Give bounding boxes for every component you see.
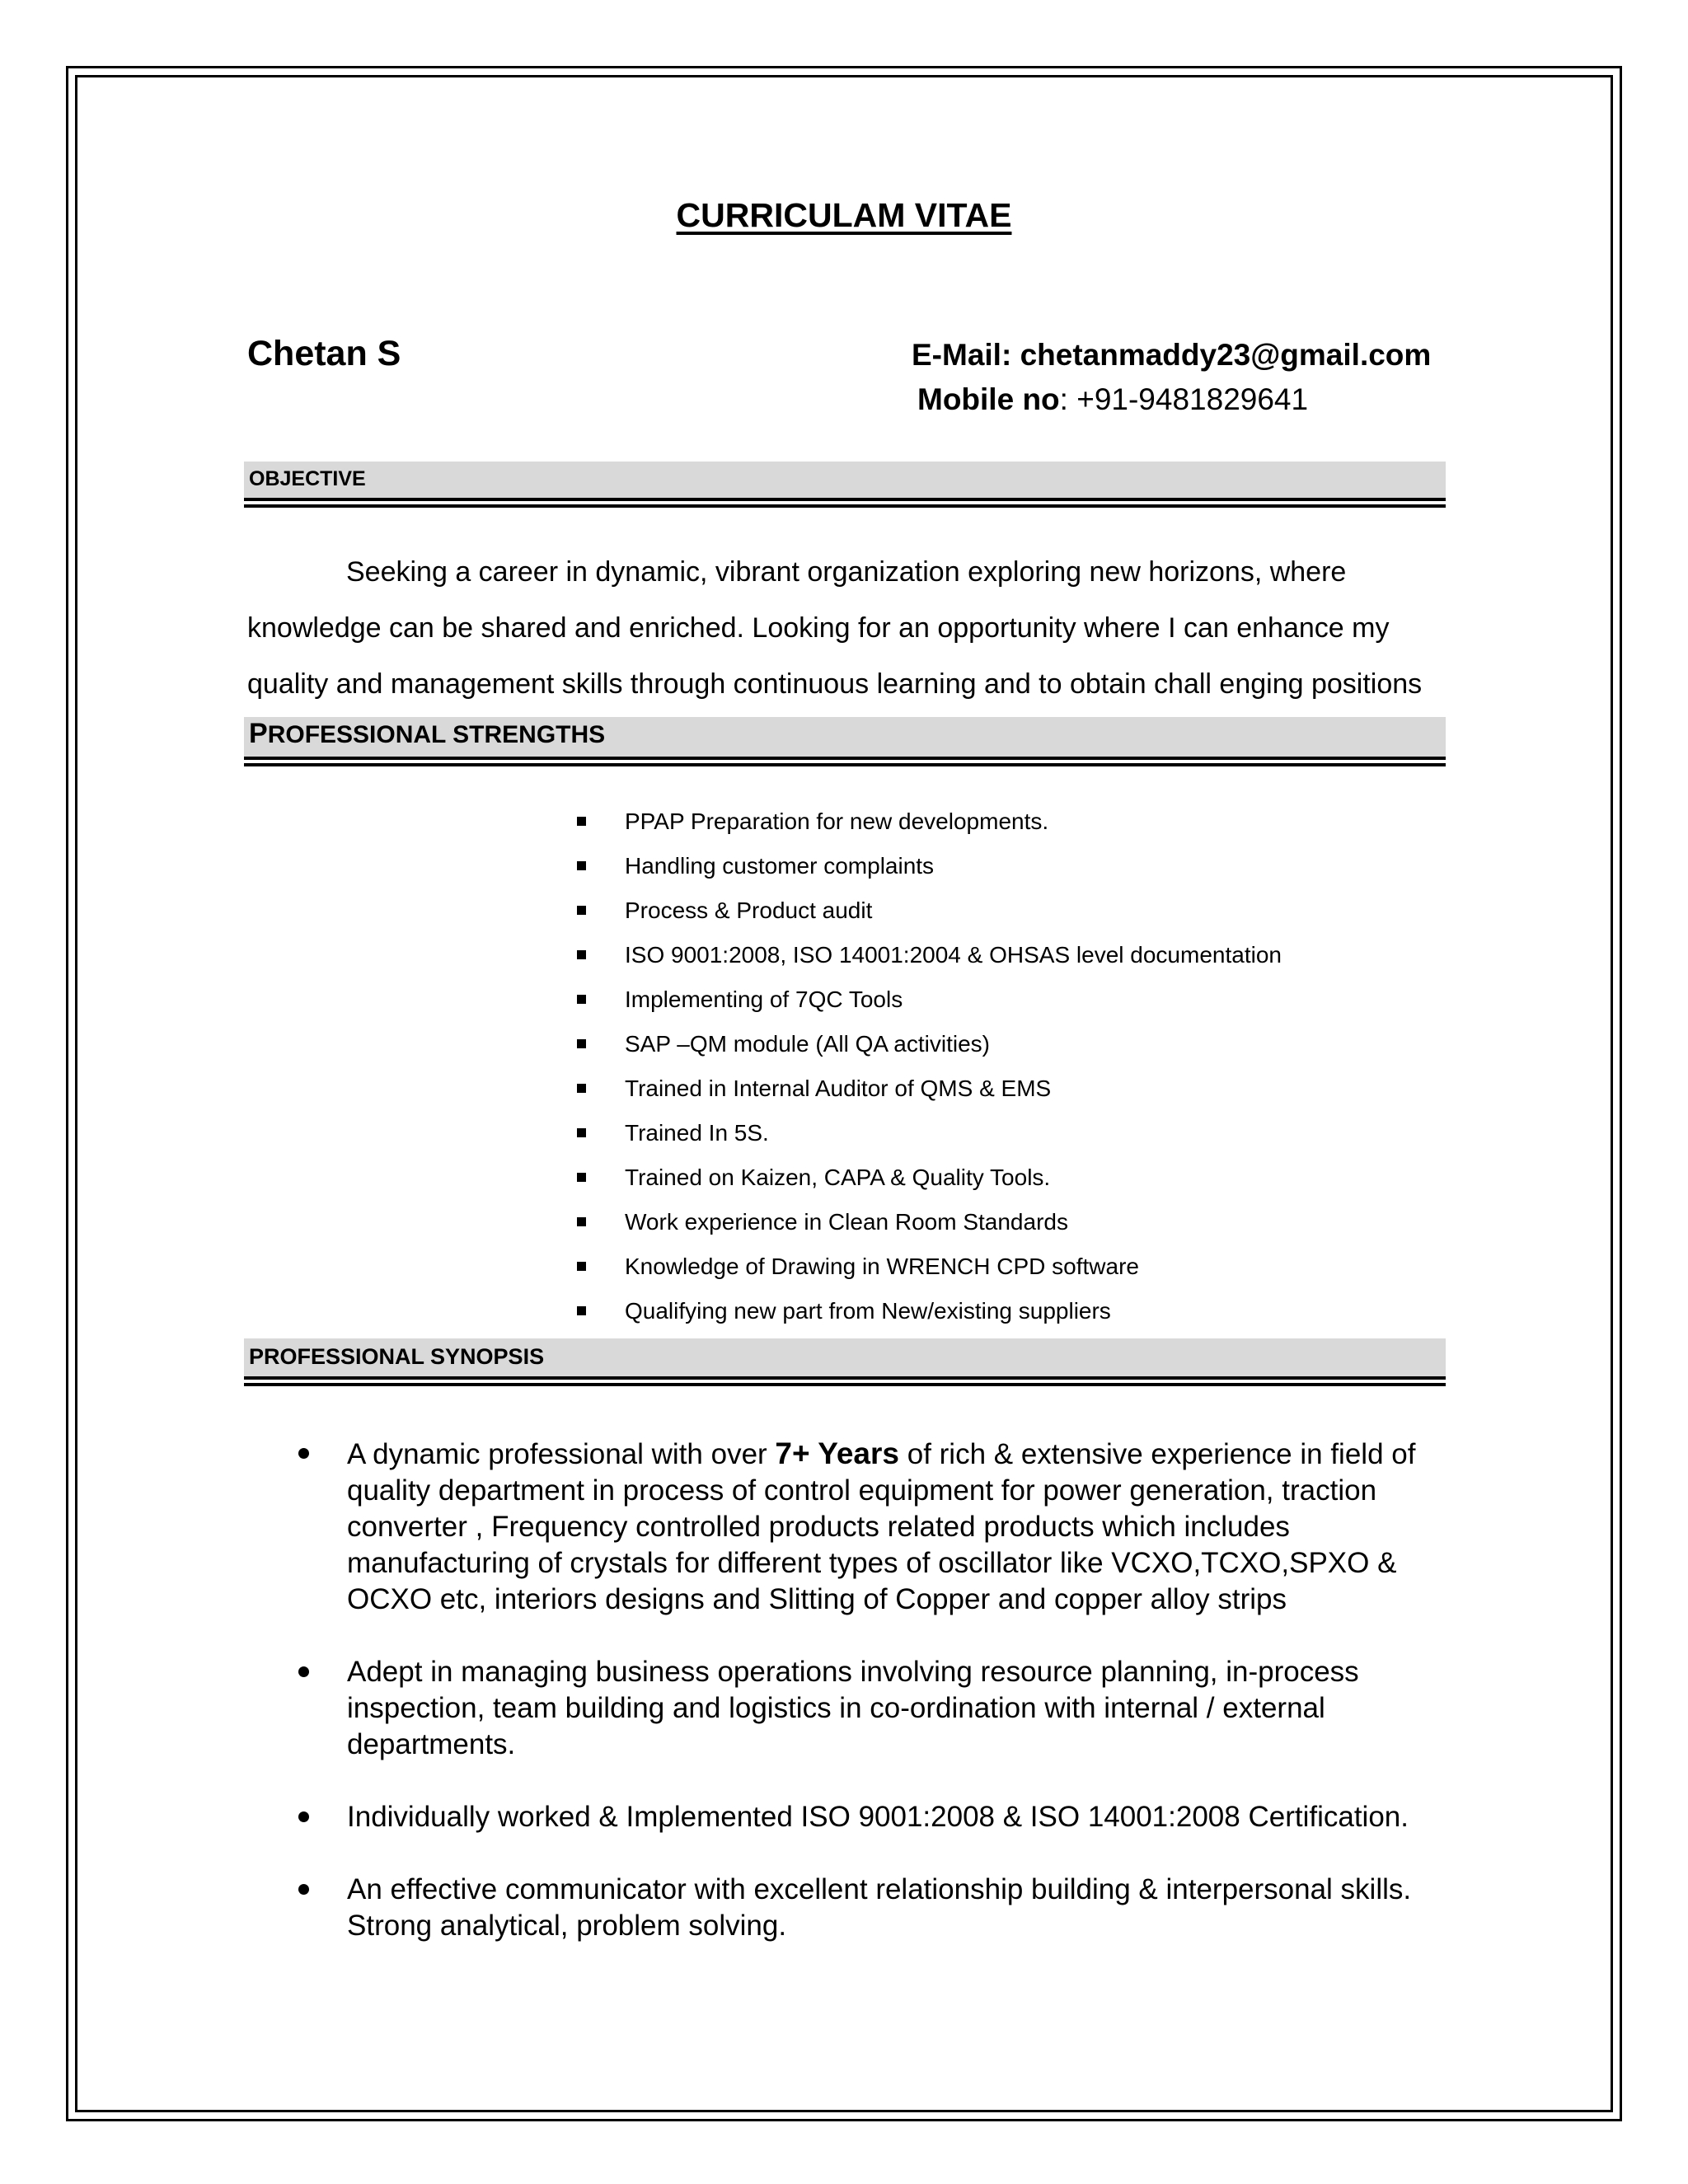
strength-text: Trained In 5S. <box>625 1120 769 1146</box>
synopsis-text: An effective communicator with excellent relationship building & interpersonal skills. Strong analytical, problem solving. <box>347 1873 1412 1942</box>
email-label: E-Mail: <box>912 338 1012 372</box>
strength-text: Handling customer complaints <box>625 853 935 879</box>
objective-line: quality and management skills through continuous learning and to obtain chall enging positions <box>247 668 1423 700</box>
section-title-strengths <box>249 718 605 750</box>
square-bullet-icon <box>577 995 586 1004</box>
list-item <box>569 1200 1282 1244</box>
round-bullet-icon <box>298 1811 309 1822</box>
objective-paragraph <box>247 544 1434 712</box>
square-bullet-icon <box>577 1128 586 1137</box>
square-bullet-icon <box>577 1217 586 1226</box>
section-header-synopsis <box>244 1338 1446 1380</box>
list-item <box>569 933 1282 977</box>
list-item <box>247 1436 1451 1618</box>
section-header-objective <box>244 462 1446 501</box>
square-bullet-icon <box>577 1173 586 1182</box>
list-item <box>569 799 1282 844</box>
list-item <box>569 844 1282 888</box>
list-item <box>569 1066 1282 1111</box>
list-item <box>569 1289 1282 1333</box>
square-bullet-icon <box>577 817 586 826</box>
strength-text: SAP –QM module (All QA activities) <box>625 1031 990 1057</box>
strength-text: Work experience in Clean Room Standards <box>625 1209 1068 1235</box>
square-bullet-icon <box>577 1039 586 1048</box>
list-item <box>569 1244 1282 1289</box>
list-item <box>247 1799 1451 1835</box>
document-title: CURRICULAM VITAE <box>676 196 1012 234</box>
round-bullet-icon <box>298 1666 309 1677</box>
synopsis-list <box>247 1436 1451 1980</box>
list-item <box>569 888 1282 933</box>
strength-text: ISO 9001:2008, ISO 14001:2004 & OHSAS level documentation <box>625 942 1282 968</box>
round-bullet-icon <box>298 1448 309 1459</box>
strength-text: PPAP Preparation for new developments. <box>625 808 1049 834</box>
square-bullet-icon <box>577 861 586 870</box>
objective-line: knowledge can be shared and enriched. Looking for an opportunity where I can enhance my <box>247 612 1390 644</box>
synopsis-text: Individually worked & Implemented ISO 9001:2008 & ISO 14001:2008 Certification. <box>347 1801 1409 1833</box>
list-item <box>569 1111 1282 1155</box>
experience-years: 7+ Years <box>775 1436 899 1470</box>
synopsis-text-end: of rich & extensive experience in field of quality department in process of control equipment for power generation, traction converter , Frequency controlled products related products which includes manufacturing of crystals for different types of oscillator like VCXO,TCXO,SPXO & OCXO etc, interiors designs and Slitting of Copper and copper alloy strips <box>347 1438 1416 1615</box>
contact-email <box>912 338 1431 373</box>
synopsis-text-start: A dynamic professional with over <box>347 1438 776 1470</box>
strength-text: Process & Product audit <box>625 898 873 923</box>
square-bullet-icon <box>577 1262 586 1271</box>
round-bullet-icon <box>298 1884 309 1895</box>
section-title-rest: ROFESSIONAL STRENGTHS <box>267 721 606 748</box>
section-title-initial: P <box>249 718 268 749</box>
strength-text: Trained in Internal Auditor of QMS & EMS <box>625 1076 1052 1101</box>
strengths-list <box>569 799 1282 1333</box>
list-item <box>247 1654 1451 1763</box>
section-title-synopsis: PROFESSIONAL SYNOPSIS <box>249 1344 545 1369</box>
list-item <box>569 1155 1282 1200</box>
strength-text: Knowledge of Drawing in WRENCH CPD software <box>625 1254 1139 1279</box>
list-item <box>569 1022 1282 1066</box>
contact-mobile <box>917 382 1308 417</box>
objective-line: Seeking a career in dynamic, vibrant organization exploring new horizons, where <box>346 556 1347 588</box>
section-header-strengths <box>244 717 1446 760</box>
square-bullet-icon <box>577 906 586 915</box>
list-item <box>247 1872 1451 1944</box>
list-item <box>569 977 1282 1022</box>
strength-text: Trained on Kaizen, CAPA & Quality Tools. <box>625 1165 1051 1190</box>
mobile-label: Mobile no <box>917 382 1060 416</box>
square-bullet-icon <box>577 1084 586 1093</box>
square-bullet-icon <box>577 950 586 959</box>
synopsis-text: Adept in managing business operations involving resource planning, in-process inspection, team building and logistics in co-ordination with internal / external departments. <box>347 1656 1359 1760</box>
candidate-name: Chetan S <box>247 334 401 373</box>
section-title-objective: OBJECTIVE <box>249 467 366 490</box>
square-bullet-icon <box>577 1306 586 1315</box>
strength-text: Implementing of 7QC Tools <box>625 987 903 1012</box>
email-value: chetanmaddy23@gmail.com <box>1020 338 1432 372</box>
strength-text: Qualifying new part from New/existing suppliers <box>625 1298 1111 1324</box>
mobile-value: : +91-9481829641 <box>1059 382 1309 416</box>
